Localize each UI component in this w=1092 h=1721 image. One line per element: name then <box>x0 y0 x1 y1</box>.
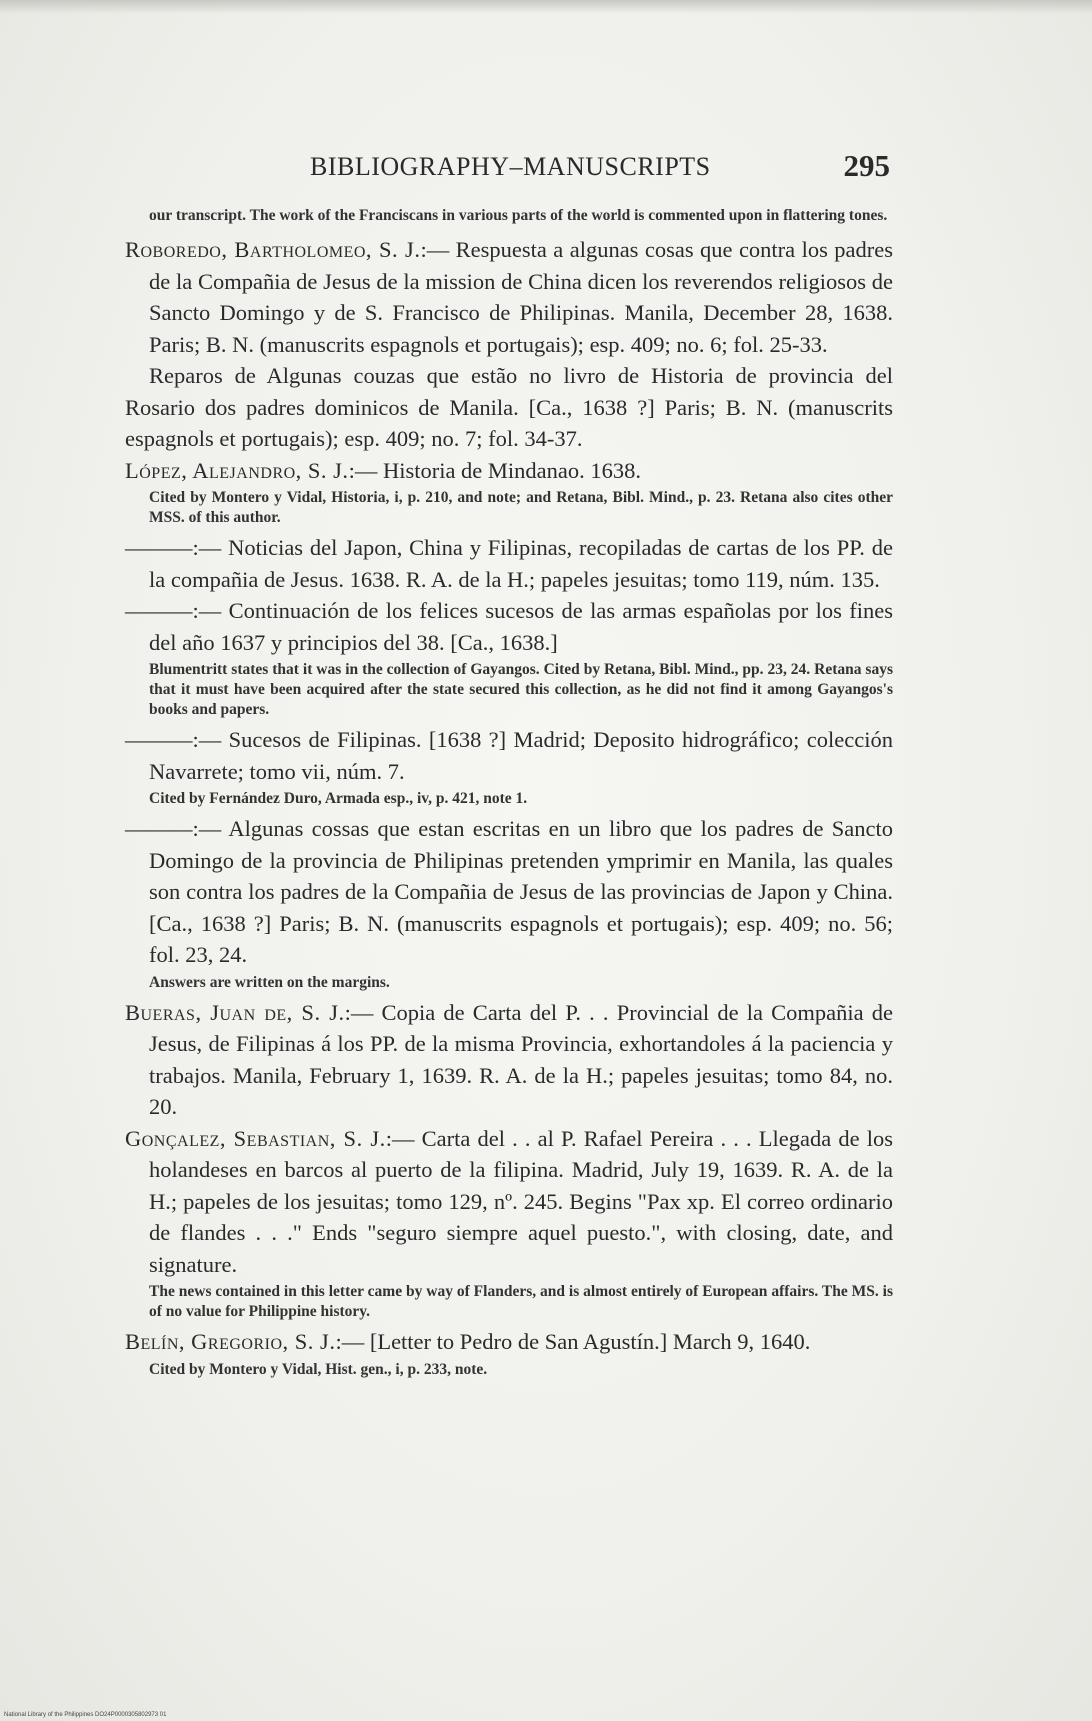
bibliography-body <box>125 206 893 1384</box>
entry-text: :— Historia de Mindanao. 1638. <box>348 457 642 483</box>
bibliography-entry: ———:— Continuación de los felices sucesos de las armas españolas por los fines del año 1637 y principios del 38. [Ca., 1638.] <box>125 598 893 655</box>
bibliography-entry <box>125 234 893 360</box>
page-number: 295 <box>843 148 890 183</box>
entry-note: our transcript. The work of the Franciscans in various parts of the world is commented upon in flattering tones. <box>149 207 888 224</box>
bibliography-entry: Reparos de Algunas couzas que estão no livro de Historia de provincia del Rosario dos padres dominicos de Manila. [Ca., 1638 ?] Paris; B. N. (manuscrits espagnols et portugais); esp. 409; no. 7; fol. 34-37. <box>125 363 893 451</box>
entry-author: Gonçalez, Sebastian, S. J. <box>125 1125 386 1151</box>
entry-note: Cited by Montero y Vidal, Hist. gen., i, p. 233, note. <box>149 1360 488 1378</box>
bibliography-entry <box>125 997 893 1123</box>
bibliography-entry <box>125 1326 893 1358</box>
page-edge-shadow <box>0 0 1092 14</box>
page-header <box>300 150 890 190</box>
bibliography-entry <box>125 1123 893 1281</box>
entry-note: Cited by Montero y Vidal, Historia, i, p. 210, and note; and Retana, Bibl. Mind., p. 23. Retana also cites other MSS. of this author. <box>149 489 893 526</box>
bibliography-entry: ———:— Noticias del Japon, China y Filipinas, recopiladas de cartas de los PP. de la compañia de Jesus. 1638. R. A. de la H.; papeles jesuitas; tomo 119, núm. 135. <box>125 535 893 592</box>
entry-text: :— Respuesta a algunas cosas que contra los padres de la Compañia de Jesus de la mission de China dicen los reverendos religiosos de Sancto Domingo y de S. Francisco de Philipinas. Manila, December 28, 1638. Paris; B. N. (manuscrits espagnols et portugais); esp. 409; no. 6; fol. 25-33. <box>149 237 894 357</box>
scan-credit: National Library of the Philippines DO24P0000305802973 01 <box>4 1712 167 1718</box>
entry-note: Answers are written on the margins. <box>149 973 390 991</box>
entry-author: Roboredo, Bartholomeo, S. J. <box>125 237 421 262</box>
entry-author: Bueras, Juan de, S. J. <box>125 999 345 1025</box>
bibliography-entry: ———:— Sucesos de Filipinas. [1638 ?] Madrid; Deposito hidrográfico; colección Navarrete; tomo vii, núm. 7. <box>125 727 893 784</box>
bibliography-entry: ———:— Algunas cossas que estan escritas en un libro que los padres de Sancto Domingo de la provincia de Philipinas pretenden ymprimir en Manila, las quales son contra los padres de la Compañia de Jesus de las provincias de Japon y China. [Ca., 1638 ?] Paris; B. N. (manuscrits espagnols et portugais); esp. 409; no. 56; fol. 23, 24. <box>125 816 893 967</box>
entry-text: :— Carta del . . al P. Rafael Pereira . . . Llegada de los holandeses en barcos al puerto de la filipina. Madrid, July 19, 1639. R. A. de la H.; papeles de los jesuitas; tomo 129, nº. 245. Begins "Pax xp. El correo ordinario de flandes . . ." Ends "seguro siempre aquel puesto.", with closing, date, and signature. <box>149 1125 893 1277</box>
running-head: BIBLIOGRAPHY–MANUSCRIPTS <box>310 152 711 181</box>
entry-note: The news contained in this letter came by way of Flanders, and is almost entirely of European affairs. The MS. is of no value for Philippine history. <box>149 1283 893 1320</box>
bibliography-entry <box>125 455 893 487</box>
entry-author: Belín, Gregorio, S. J. <box>125 1329 336 1354</box>
entry-text: :— [Letter to Pedro de San Agustín.] March 9, 1640. <box>335 1329 811 1354</box>
entry-text: :— Copia de Carta del P. . . Provincial de la Compañia de Jesus, de Filipinas á los PP. de la misma Provincia, exhortandoles á la paciencia y trabajos. Manila, February 1, 1639. R. A. de la H.; papeles jesuitas; tomo 84, no. 20. <box>149 999 893 1119</box>
entry-note: Cited by Fernández Duro, Armada esp., iv, p. 421, note 1. <box>149 790 528 807</box>
entry-author: López, Alejandro, S. J. <box>125 457 349 483</box>
entry-note: Blumentritt states that it was in the collection of Gayangos. Cited by Retana, Bibl. Mind., pp. 23, 24. Retana says that it must have been acquired after the state secured this collection, as he did not find it among Gayangos's books and papers. <box>149 661 893 718</box>
